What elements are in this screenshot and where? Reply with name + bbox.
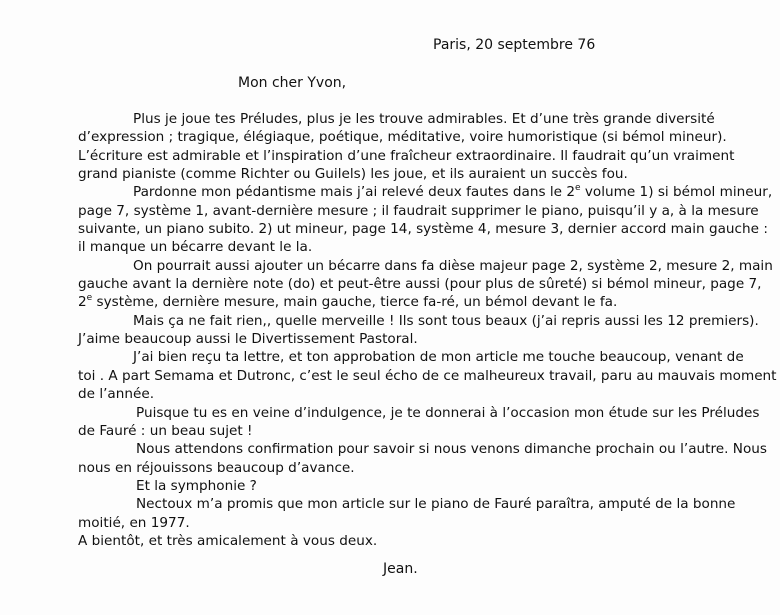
letter-line: 2e système, dernière mesure, main gauche, tierce fa-ré, un bémol devant le fa.: [78, 293, 618, 311]
letter-line: Et la symphonie ?: [136, 477, 257, 494]
letter-line: il manque un bécarre devant le la.: [78, 239, 313, 256]
letter-line: d’expression ; tragique, élégiaque, poétique, méditative, voire humoristique (si bémol mineur).: [78, 129, 727, 146]
letter-line: On pourrait aussi ajouter un bécarre dans fa dièse majeur page 2, système 2, mesure 2, main: [133, 257, 773, 274]
letter-line: grand pianiste (comme Richter ou Guilels) les joue, et ils auraient un succès fou.: [78, 166, 628, 183]
letter-line: Plus je joue tes Préludes, plus je les trouve admirables. Et d’une très grande diversité: [133, 111, 715, 127]
letter-line: J’ai bien reçu ta lettre, et ton approbation de mon article me touche beaucoup, venant de: [133, 349, 744, 366]
letter-line: moitié, en 1977.: [78, 514, 190, 531]
letter-line: Mais ça ne fait rien,, quelle merveille ! Ils sont tous beaux (j’ai repris aussi les 12 premiers).: [133, 312, 759, 329]
letter-body: [78, 110, 777, 550]
letter-line: page 7, système 1, avant-dernière mesure ; il faudrait supprimer le piano, puisqu’il y a, à la mesure: [78, 202, 759, 219]
letter-line: Nectoux m’a promis que mon article sur le piano de Fauré paraîtra, amputé de la bonne: [136, 496, 736, 513]
letter-closing: A bientôt, et très amicalement à vous deux.: [78, 532, 378, 549]
letter-line: J’aime beaucoup aussi le Divertissement Pastoral.: [78, 331, 418, 348]
letter-line: Nous attendons confirmation pour savoir si nous venons dimanche prochain ou l’autre. Nous: [136, 441, 767, 458]
letter-line: toi . A part Semama et Dutronc, c’est le seul écho de ce malheureux travail, paru au mauvais moment: [78, 367, 777, 384]
letter-line: de l’année.: [78, 386, 155, 403]
letter-line: nous en réjouissons beaucoup d’avance.: [78, 459, 355, 476]
superscript-ordinal: e: [575, 183, 581, 194]
letter-line: de Fauré : un beau sujet !: [78, 422, 253, 439]
letter-date: Paris, 20 septembre 76: [433, 37, 596, 53]
letter-line: L’écriture est admirable et l’inspiration d’une fraîcheur extraordinaire. Il faudrait qu’un vraiment: [78, 147, 735, 164]
letter-line: suivante, un piano subito. 2) ut mineur, page 14, système 4, mesure 3, dernier accord main gauche :: [78, 221, 768, 238]
letter-salutation: Mon cher Yvon,: [238, 75, 347, 91]
letter-line: Pardonne mon pédantisme mais j’ai relevé deux fautes dans le 2e volume 1) si bémol mineur,: [133, 183, 773, 201]
superscript-ordinal: e: [86, 293, 93, 304]
letter-line: Puisque tu es en veine d’indulgence, je te donnerai à l’occasion mon étude sur les Préludes: [136, 404, 760, 421]
letter-line: gauche avant la dernière note (do) et peut-être aussi (pour plus de sûreté) si bémol mineur, page 7,: [78, 276, 762, 293]
letter-signature: Jean.: [383, 561, 418, 577]
